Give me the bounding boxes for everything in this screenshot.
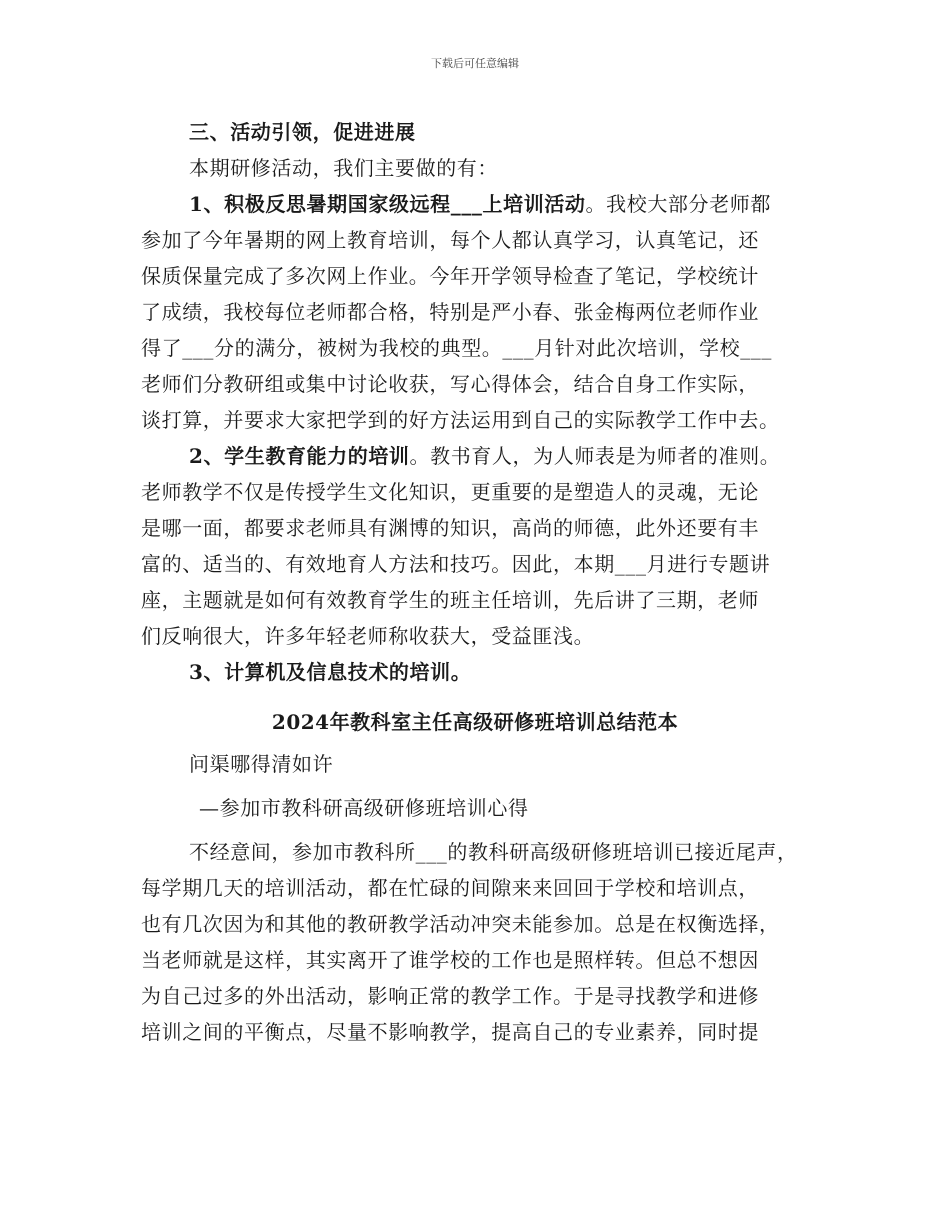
- item2-first-line: [141, 438, 809, 474]
- paragraph-line: 谈打算，并要求大家把学到的好方法运用到自己的实际教学工作中去。: [141, 408, 780, 432]
- paragraph-line: 为自己过多的外出活动，影响正常的教学工作。于是寻找教学和进修: [141, 984, 759, 1008]
- paragraph-line: 们反响很大，许多年轻老师称收获大，受益匪浅。: [141, 624, 595, 648]
- document-body: [141, 110, 809, 1050]
- page-header: 下载后可任意编辑: [431, 57, 519, 70]
- item1-first-line-rest: 。我校大部分老师都: [585, 192, 771, 216]
- paragraph-line: 不经意间，参加市教科所___的教科研高级研修班培训已接近尾声，: [189, 840, 798, 864]
- paragraph-line: 老师们分教研组或集中讨论收获，写心得体会，结合自身工作实际，: [141, 372, 759, 396]
- paragraph-line: 富的、适当的、有效地育人方法和技巧。因此，本期___月进行专题讲: [141, 552, 771, 576]
- document-title: 2024年教科室主任高级研修班培训总结范本: [271, 710, 679, 734]
- item2-title: 2、学生教育能力的培训: [189, 444, 410, 468]
- document-subtitle: 问渠哪得清如许: [189, 752, 334, 776]
- paragraph-line: 得了___分的满分，被树为我校的典型。___月针对此次培训，学校___: [141, 336, 772, 360]
- paragraph-line: 是哪一面，都要求老师具有渊博的知识，高尚的师德，此外还要有丰: [141, 516, 759, 540]
- paragraph-line: 当老师就是这样，其实离开了谁学校的工作也是照样转。但总不想因: [141, 948, 759, 972]
- item2-first-line-rest: 。教书育人，为人师表是为师者的准则。: [409, 444, 781, 468]
- section-heading: 三、活动引领，促进进展: [189, 120, 416, 144]
- paragraph-line: 每学期几天的培训活动，都在忙碌的间隙来来回回于学校和培训点，: [141, 876, 759, 900]
- paragraph-line: 也有几次因为和其他的教研教学活动冲突未能参加。总是在权衡选择，: [141, 912, 780, 936]
- item3-title: 3、计算机及信息技术的培训。: [189, 660, 472, 684]
- item1-first-line: [141, 186, 809, 222]
- paragraph-line: 了成绩，我校每位老师都合格，特别是严小春、张金梅两位老师作业: [141, 300, 759, 324]
- paragraph-line: 老师教学不仅是传授学生文化知识，更重要的是塑造人的灵魂，无论: [141, 480, 759, 504]
- paragraph-line: 座，主题就是如何有效教育学生的班主任培训，先后讲了三期，老师: [141, 588, 759, 612]
- paragraph-line: 培训之间的平衡点，尽量不影响教学，提高自己的专业素养，同时提: [141, 1020, 759, 1044]
- item1-title: 1、积极反思暑期国家级远程___上培训活动: [189, 192, 586, 216]
- paragraph-line: 保质保量完成了多次网上作业。今年开学领导检查了笔记，学校统计: [141, 264, 759, 288]
- paragraph-line: 参加了今年暑期的网上教育培训，每个人都认真学习，认真笔记，还: [141, 228, 759, 252]
- document-byline: —参加市教科研高级研修班培训心得: [199, 796, 529, 820]
- section-intro: 本期研修活动，我们主要做的有：: [189, 156, 498, 180]
